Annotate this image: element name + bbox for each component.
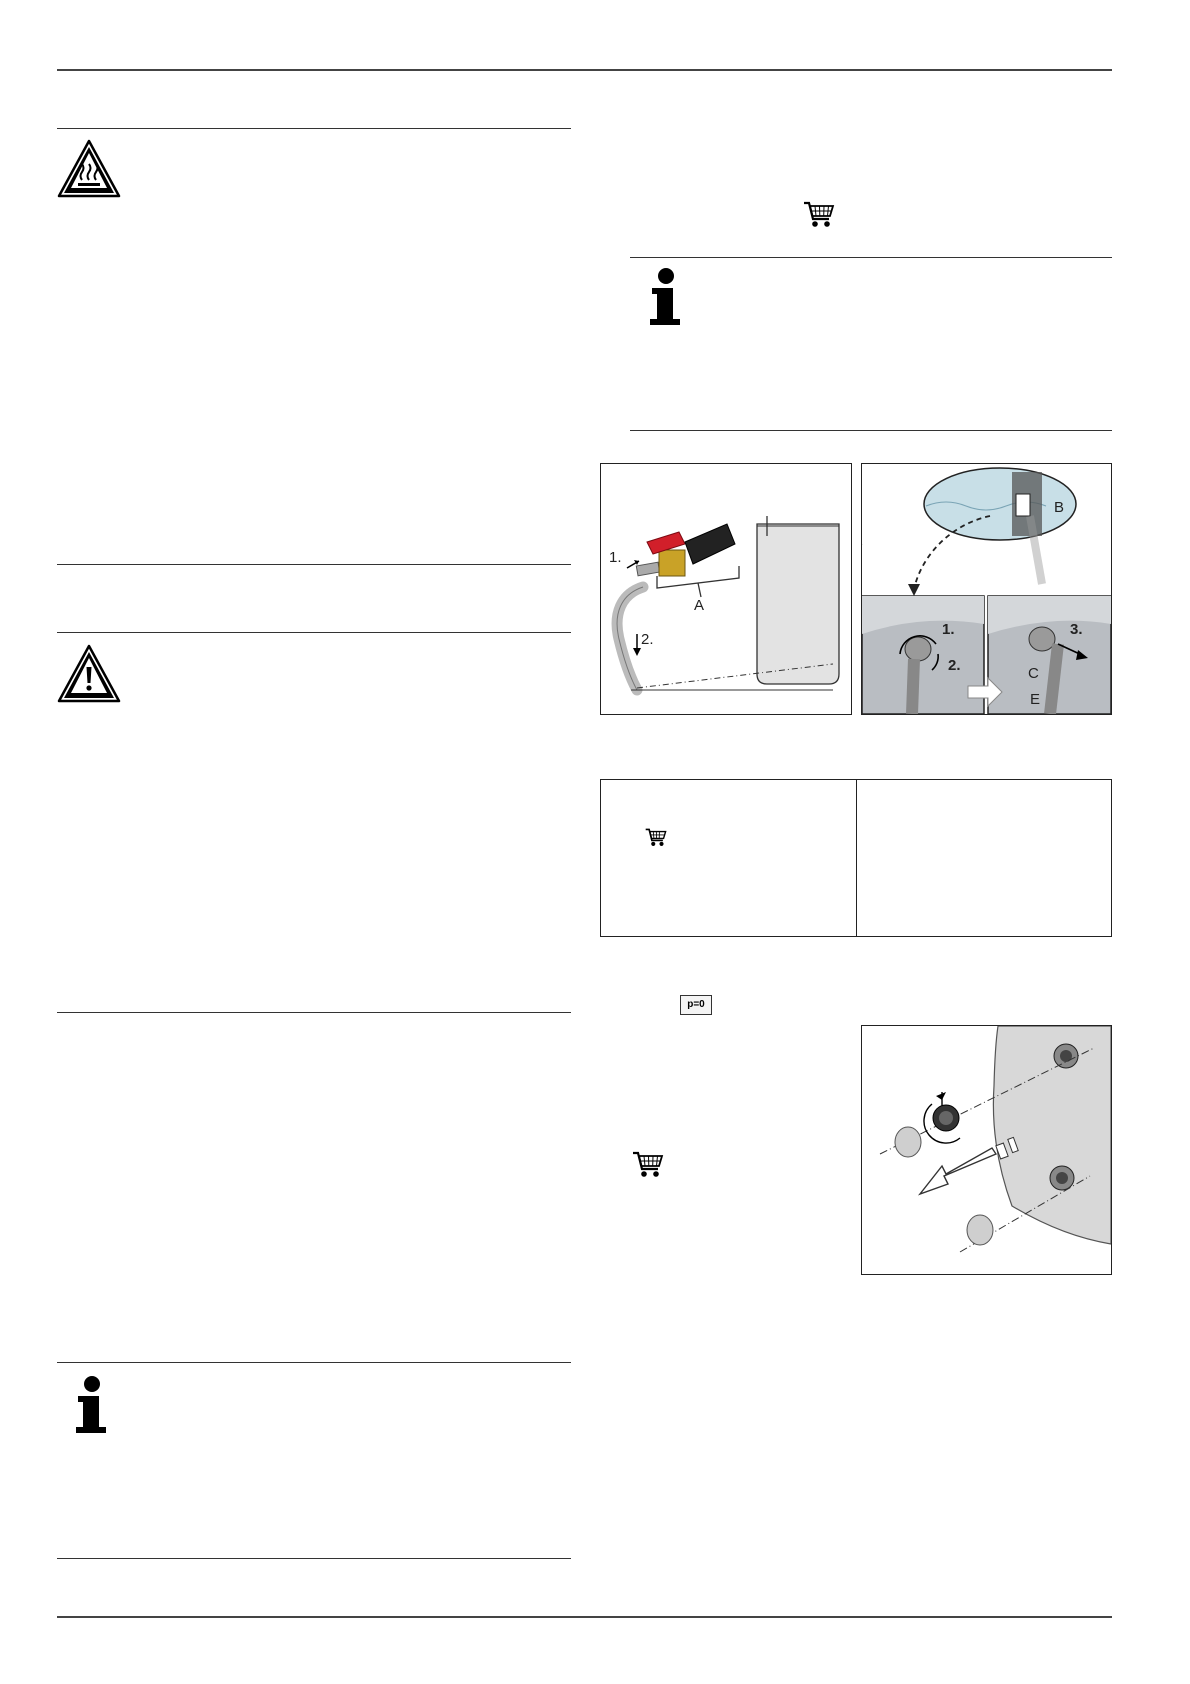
header-rule (57, 69, 1112, 71)
section-rule (630, 430, 1112, 431)
parts-table (600, 779, 1112, 937)
valve-figure-illustration (862, 464, 1111, 714)
section-rule (57, 632, 571, 633)
section-rule (57, 564, 571, 565)
information-icon (72, 1375, 112, 1435)
drain-figure-illustration (601, 464, 851, 714)
valve-figure-panel (861, 463, 1112, 715)
hot-surface-warning-icon (56, 138, 122, 200)
section-rule (57, 1362, 571, 1363)
shopping-cart-icon (632, 1150, 664, 1178)
section-rule (57, 1012, 571, 1013)
information-icon (646, 267, 686, 327)
general-warning-icon (56, 643, 122, 705)
drain-step-1-label: 1. (609, 549, 622, 566)
section-rule (57, 1558, 571, 1559)
pressure-zero-symbol: p=0 (680, 995, 712, 1015)
drain-step-2-label: 2. (641, 631, 654, 648)
part-e-label: E (1030, 691, 1041, 708)
drain-figure-panel (600, 463, 852, 715)
shopping-cart-icon (645, 827, 667, 847)
valve-step-2-label: 2. (948, 657, 961, 674)
valve-step-3-label: 3. (1070, 621, 1083, 638)
part-b-label: B (1054, 499, 1065, 516)
plug-figure-panel (861, 1025, 1112, 1275)
part-a-label: A (694, 597, 705, 614)
footer-rule (57, 1616, 1112, 1618)
section-rule (630, 257, 1112, 258)
valve-step-1-label: 1. (942, 621, 955, 638)
table-divider (856, 780, 857, 936)
shopping-cart-icon (803, 200, 835, 228)
part-c-label: C (1028, 665, 1039, 682)
section-rule (57, 128, 571, 129)
plug-figure-illustration (862, 1026, 1111, 1274)
